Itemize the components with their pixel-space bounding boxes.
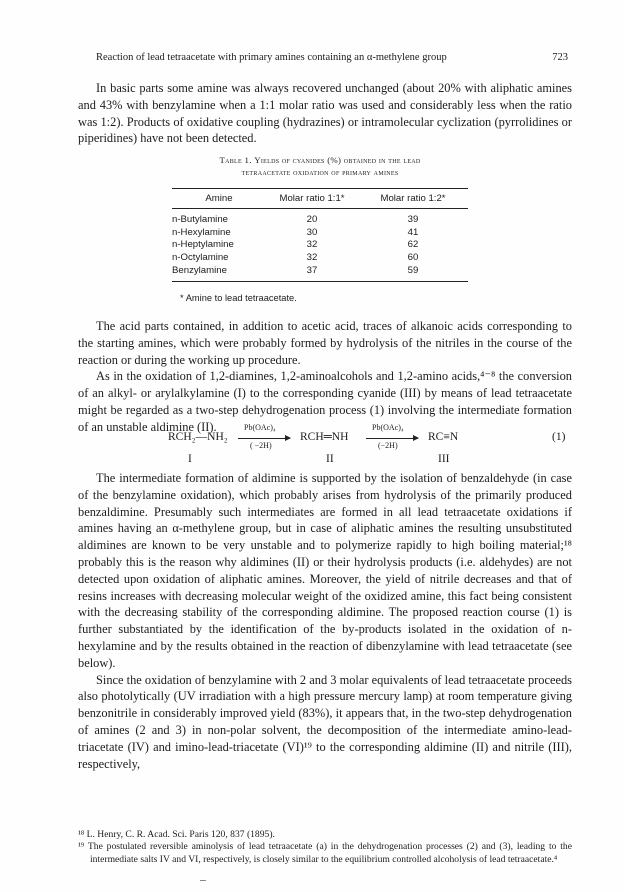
header-ratio-1-1: Molar ratio 1:1* — [279, 193, 345, 204]
cell-ratio-1-1: 20 — [306, 213, 318, 225]
table-row — [172, 226, 468, 239]
table-row — [172, 251, 468, 264]
cell-ratio-1-1: 32 — [306, 239, 318, 251]
cell-amine: n-Heptylamine — [172, 239, 234, 251]
cell-ratio-1-2: 59 — [407, 265, 419, 277]
equation-product: RC≡N — [428, 431, 459, 443]
print-mark — [200, 880, 206, 881]
table-footnote: * Amine to lead tetraacetate. — [180, 293, 297, 303]
page-footnotes — [78, 829, 572, 866]
cell-ratio-1-1: 37 — [306, 265, 318, 277]
table-caption-line-1 — [160, 154, 480, 166]
header-ratio-1-2: Molar ratio 1:2* — [380, 193, 446, 204]
equation-minus-1: ( −2H) — [250, 441, 272, 450]
table-bottom-rule — [172, 281, 468, 282]
paragraph-text: The intermediate formation of aldimine is supported by the isolation of benzaldehyde (in case of the benzylamine oxidation), which probably arises from hydrolysis of the primarily produced benzaldimine. Presumably such intermediates are formed in all lead tetraacetate oxidations if amines having an α-methylene group, but in case of aliphatic amines the resulting unsubstituted aldimines are known to be very unstable and to polymerize rapidly to high boiling material;¹⁸ probably this is the reason why aldimines (II) or their hydrolysis products (i.e. aldehydes) are not detected upon oxidation of aliphatic amines. Moreover, the yield of nitrile decreases and that of resins increases with decreasing molecular weight of the oxidized amine, this fact being consistent with the decreasing stability of the corresponding aldimine. The proposed reaction course (1) is further substantiated by the identification of the by-products isolated in the oxidation of n-hexylamine and by the results obtained in the reaction of dibenzylamine with lead tetraacetate (see below). — [78, 471, 572, 670]
cell-ratio-1-1: 30 — [306, 226, 318, 238]
paragraph-basic-parts — [78, 80, 572, 147]
compound-label-i: I — [188, 453, 192, 465]
paragraph-text: Since the oxidation of benzylamine with 2 and 3 molar equivalents of lead tetraacetate proceeds also photolytically (UV irradiation with a high pressure mercury lamp) at room temperature giving benzonitrile in considerably improved yield (83%), it appears that, in the two-step dehydrogenation of amines (2 and 3) in non-polar solvent, the decomposition of the intermediate amino-lead-triacetate (IV) and imino-lead-triacetate (VI)¹⁹ to the corresponding aldimine (II) and nitrile (III), respectively, — [78, 672, 572, 771]
equation-reactant: RCH₂—NH₂ — [168, 431, 228, 443]
cell-amine: n-Butylamine — [172, 213, 228, 225]
paragraph-text: As in the oxidation of 1,2-diamines, 1,2-aminoalcohols and 1,2-amino acids,⁴⁻⁸ the conversion of an alkyl- or arylalkylamine (I) to the corresponding cyanide (III) by means of lead tetraacetate might be regarded as a two-step dehydrogenation process (1) involving the intermediate formation of an unstable aldimine (II). — [78, 369, 572, 434]
footnote-19: ¹⁹ The postulated reversible aminolysis of lead tetraacetate (a) in the dehydrogenation processes (2) and (3), leading to the intermediate salts IV and VI, respectively, is closely similar to the equilibrium controlled alcoholysis of lead tetraacetate.⁴ — [78, 841, 572, 865]
running-title: Reaction of lead tetraacetate with primary amines containing an α-methylene group — [96, 52, 447, 63]
table-row — [172, 239, 468, 252]
cell-amine: Benzylamine — [172, 265, 227, 277]
equation-reagent-2: Pb(OAc)₄ — [372, 423, 404, 432]
equation-reagent-1: Pb(OAc)₄ — [244, 423, 276, 432]
paragraph-aldimine — [78, 470, 572, 772]
table-caption — [160, 154, 480, 178]
reaction-arrow-icon — [238, 438, 290, 439]
page-number: 723 — [552, 52, 568, 63]
paragraph-text: In basic parts some amine was always recovered unchanged (about 20% with aliphatic amines and 43% with benzylamine when a 1:1 molar ratio was used and considerably less when the ratio was 1:2). Products of oxidative coupling (hydrazines) or intramolecular cyclization (pyrrolidines or piperidines) have not been detected. — [78, 81, 572, 146]
cell-ratio-1-2: 41 — [407, 226, 419, 238]
cell-amine: n-Octylamine — [172, 252, 229, 264]
table-header-row — [172, 189, 468, 208]
table-title-2: tetraacetate oxidation of primary amines — [241, 167, 399, 177]
header-amine: Amine — [205, 193, 233, 204]
equation-intermediate: RCH═NH — [300, 431, 349, 443]
footnote-18: ¹⁸ L. Henry, C. R. Acad. Sci. Paris 120, 837 (1895). — [78, 829, 275, 840]
table-title-1: Yields of cyanides (%) obtained in the lead — [254, 155, 421, 165]
reaction-arrow-icon — [366, 438, 418, 439]
yields-table — [172, 188, 468, 282]
cell-amine: n-Hexylamine — [172, 226, 231, 238]
equation-number: (1) — [552, 431, 566, 443]
equation-minus-2: (−2H) — [378, 441, 398, 450]
compound-label-ii: II — [326, 453, 334, 465]
cell-ratio-1-2: 39 — [407, 213, 419, 225]
paragraph-acid-parts — [78, 318, 572, 436]
cell-ratio-1-2: 60 — [407, 252, 419, 264]
table-row — [172, 213, 468, 226]
table-row — [172, 264, 468, 277]
compound-label-iii: III — [438, 453, 450, 465]
cell-ratio-1-2: 62 — [407, 239, 419, 251]
cell-ratio-1-1: 32 — [306, 252, 318, 264]
table-label: Table 1. — [219, 155, 252, 165]
paragraph-text: The acid parts contained, in addition to acetic acid, traces of alkanoic acids corresponding to the starting amines, which were probably formed by hydrolysis of the nitriles in the course of the reaction or during the working up procedure. — [78, 319, 572, 367]
reaction-equation-1 — [78, 423, 572, 470]
